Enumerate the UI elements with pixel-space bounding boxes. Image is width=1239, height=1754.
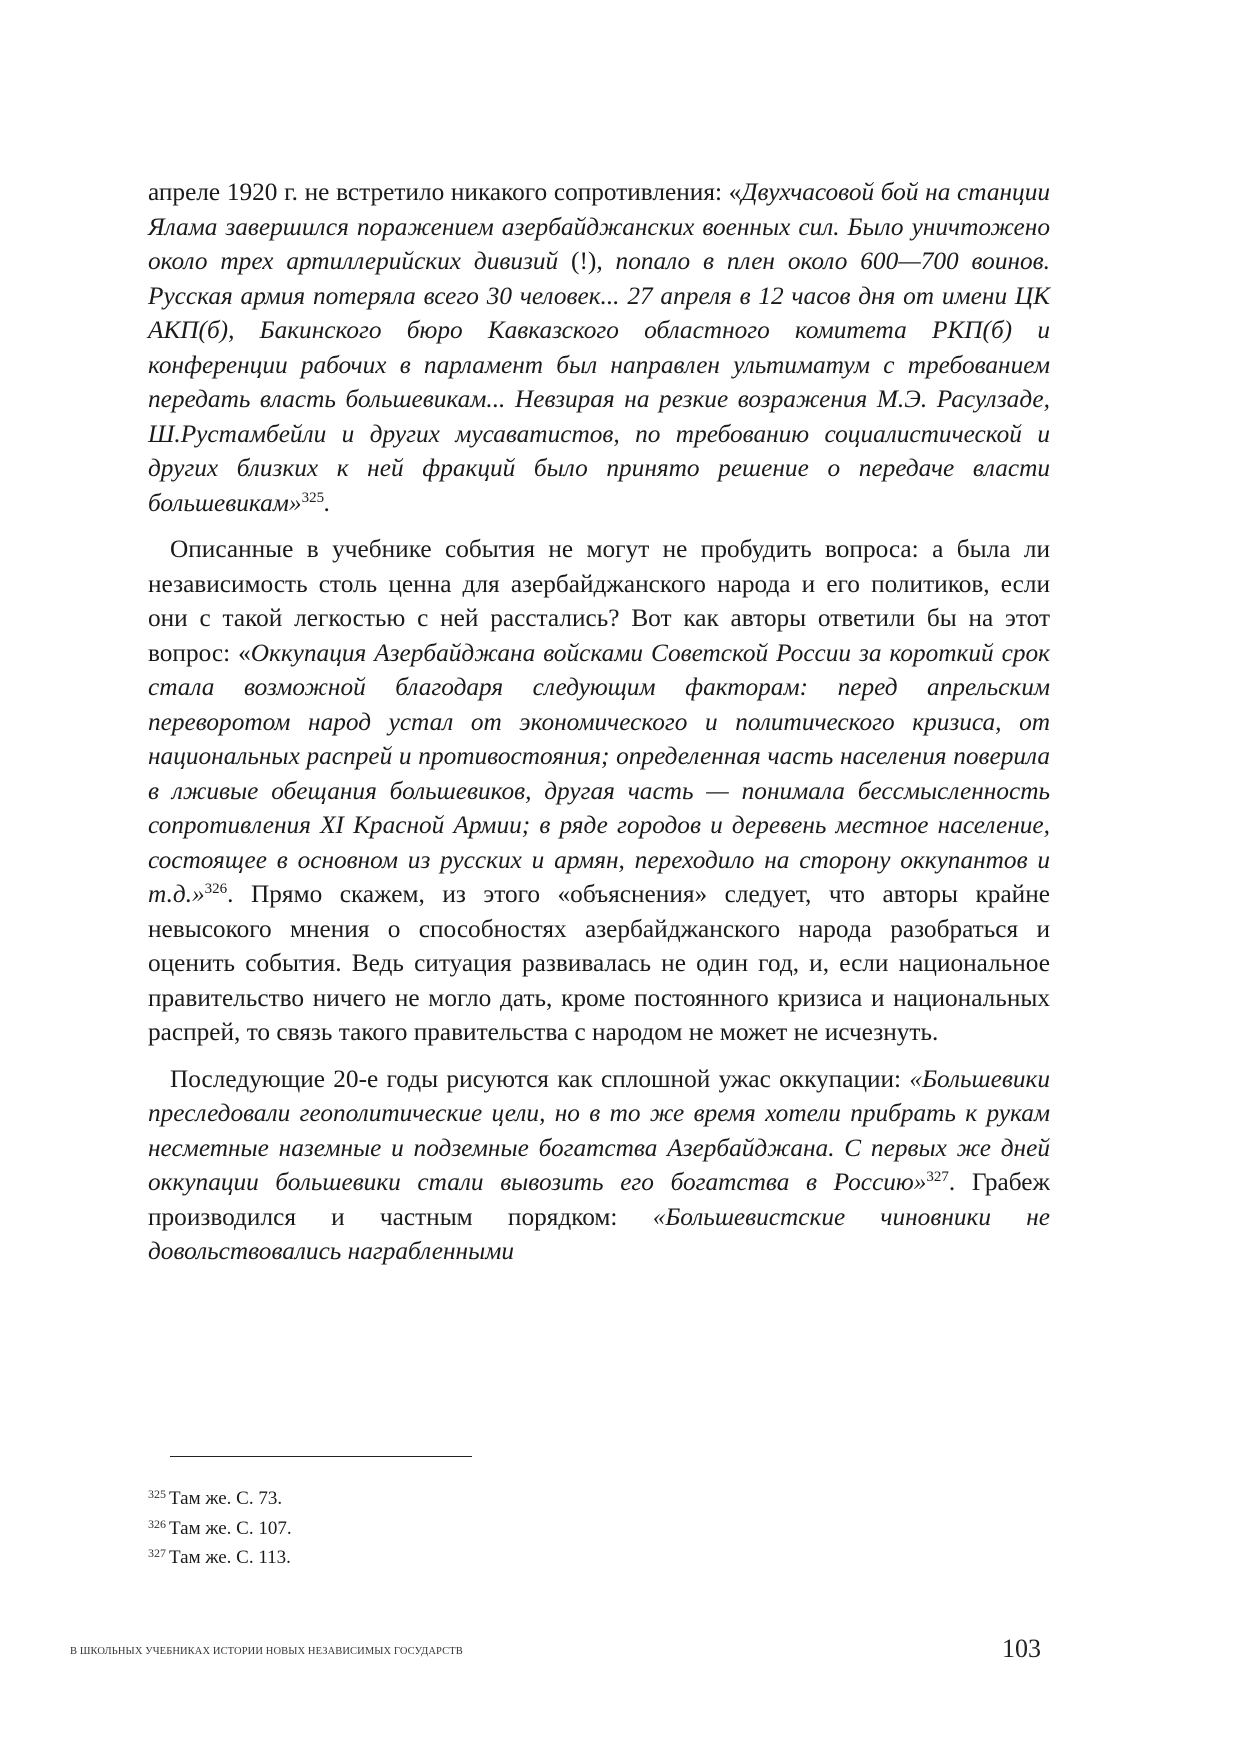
footnote-ref[interactable]: 327 (926, 1169, 949, 1185)
footnote-number: 327 (148, 1546, 166, 1560)
footnote-item (148, 1514, 292, 1544)
paragraph-text: Описанные в учебнике события не могут не пробудить вопроса: а была ли независимость столь ценна для азербайджанского народа и его политиков, если они с такой легкостью с ней расстались? Вот как авторы ответили бы на этот вопрос: « (148, 535, 1050, 667)
footnote-ref[interactable]: 326 (204, 881, 228, 897)
footnotes (148, 1484, 292, 1573)
running-footer: В ШКОЛЬНЫХ УЧЕБНИКАХ ИСТОРИИ НОВЫХ НЕЗАВИСИМЫХ ГОСУДАРСТВ (70, 1646, 463, 1657)
paragraph-text: апреле 1920 г. не встретило никакого сопротивления: « (148, 178, 742, 206)
paragraph-text: Последующие 20-е годы рисуются как сплошной ужас оккупации: (170, 1064, 910, 1093)
paragraph-text: . (324, 488, 331, 517)
quote-text: , попало в плен около 600—700 воинов. Русская армия потеряла всего 30 человек... 27 апреля в 12 часов дня от имени ЦК АКП(б), Бакинского бюро Кавказского областного комитета РКП(б) и конференции рабочих в парламент был направлен ультиматум с требованием передать власть большевикам... Невзирая на резкие возражения М.Э. Расулзаде, Ш.Рустамбейли и других мусаватистов, по требованию социалистической и других близких к ней фракций было принято решение о передаче власти большевикам» (148, 247, 1050, 517)
paragraph-text: (!) (558, 247, 597, 275)
footnote-number: 325 (148, 1487, 166, 1501)
quote-text: Двухчасовой бой на станции Ялама завершился поражением азербайджанских военных сил. Было уничтожено около трех артиллерийских дивизий (148, 178, 1050, 275)
page-number: 103 (1002, 1634, 1041, 1663)
paragraph-1 (148, 175, 1050, 520)
paragraph-text: . Прямо скажем, из этого «объяснения» следует, что авторы крайне невысокого мнения о способностях азербайджанского народа разобраться и оценить события. Ведь ситуация развивалась не один год, и, если национальное правительство ничего не могло дать, кроме постоянного кризиса и национальных распрей, то связь такого правительства с народом не может не исчезнуть. (148, 880, 1050, 1046)
footnote-number: 326 (148, 1516, 166, 1531)
quote-text: «Большевики преследовали геополитические цели, но в то же время хотели прибрать к рукам несметные наземные и подземные богатства Азербайджана. С первых же дней оккупации большевики стали вывозить его богатства в Россию» (148, 1064, 1050, 1196)
quote-text: Оккупация Азербайджана войсками Советской России за короткий срок стала возможной благодаря следующим факторам: перед апрельским переворотом народ устал от экономического и политического кризиса, от национальных распрей и противостояния; определенная часть населения поверила в лживые обещания большевиков, другая часть — понимала бессмысленность сопротивления XI Красной Армии; в ряде городов и деревень местное население, состоящее в основном из русских и армян, переходило на сторону оккупантов и т.д.» (148, 638, 1050, 908)
paragraph-2 (148, 532, 1050, 1050)
footnote-text: Там же. С. 107. (169, 1517, 292, 1539)
footnote-divider (170, 1456, 472, 1457)
footnote-item (148, 1543, 292, 1573)
quote-text: «Большевистские чиновники не довольствовались награбленными (148, 1202, 1050, 1265)
footnote-item (148, 1484, 292, 1514)
paragraph-3 (148, 1062, 1050, 1269)
footnote-text: Там же. С. 73. (169, 1488, 283, 1509)
footnote-ref[interactable]: 325 (301, 489, 325, 506)
footnote-text: Там же. С. 113. (169, 1547, 291, 1568)
paragraph-text: . Грабеж производился и частным порядком: (148, 1168, 1050, 1231)
page-body (148, 175, 1050, 1269)
